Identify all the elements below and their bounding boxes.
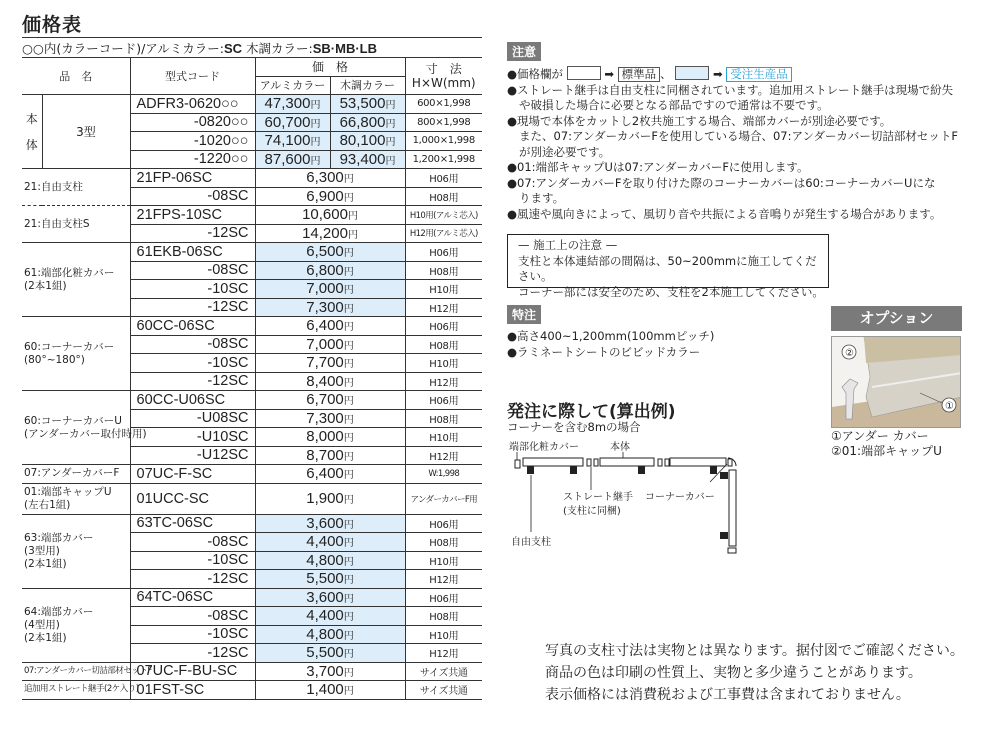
- price-wood-value: 66,800: [339, 113, 386, 131]
- size: H10用: [405, 354, 482, 373]
- note-item: ●風速や風向きによって、風切り音や共振による音鳴りが発生する場合があります。: [507, 206, 942, 221]
- price-wood: [330, 113, 405, 132]
- size: H08用: [405, 335, 482, 354]
- option-header: オプション: [831, 306, 962, 331]
- yen-unit: 円: [343, 495, 354, 506]
- product-name-note: (2本1組): [24, 279, 67, 292]
- size: H12用: [405, 446, 482, 465]
- price: [255, 206, 405, 225]
- label-free-post: 自由支柱: [511, 537, 551, 548]
- yen-unit: 円: [343, 451, 354, 463]
- yen-unit: 円: [343, 248, 354, 260]
- price-value: 6,700: [306, 391, 344, 409]
- price: [255, 280, 405, 299]
- subtitle-mid: 木調カラー:: [242, 41, 313, 56]
- yen-unit: 円: [343, 575, 354, 587]
- price-value: 8,400: [306, 372, 344, 390]
- special-item: ●ラミネートシートのビビッドカラー: [507, 344, 701, 359]
- price-wood: [330, 132, 405, 151]
- model-code: 21FPS-10SC: [130, 206, 255, 225]
- model-code: -08SC: [130, 607, 255, 626]
- label-corner-cover: コーナーカバー: [645, 492, 715, 503]
- price: [255, 625, 405, 644]
- price: [255, 372, 405, 391]
- size: H08用: [405, 409, 482, 428]
- model-code: 07UC-F-SC: [130, 465, 255, 484]
- price-value: 7,000: [306, 280, 344, 298]
- legend-prefix: ●価格欄が: [507, 67, 564, 81]
- header-size: [405, 58, 482, 95]
- model-code: -U12SC: [130, 446, 255, 465]
- model-code: 07UC-F-BU-SC: [130, 662, 255, 681]
- wood-color-codes: SB·MB·LB: [312, 41, 378, 56]
- price-value: 7,700: [306, 354, 344, 372]
- price: [255, 662, 405, 681]
- price-value: 14,200: [302, 224, 348, 242]
- size: H06用: [405, 243, 482, 262]
- yen-unit: 円: [343, 630, 354, 642]
- table-row: [22, 391, 482, 410]
- note-item-cont: や破損した場合に必要となる部品ですので通常は不要です。: [519, 98, 829, 112]
- product-name-note: (2本1組): [24, 557, 67, 570]
- yen-unit: 円: [343, 414, 354, 426]
- table-row: [22, 514, 482, 533]
- page-title: 価格表: [22, 14, 83, 36]
- price-wood: [330, 95, 405, 114]
- yen-unit: 円: [310, 137, 321, 149]
- size: 600×1,998: [405, 95, 482, 114]
- option-captions: [831, 429, 942, 459]
- price-value: 1,900: [306, 490, 344, 507]
- price: [255, 533, 405, 552]
- product-group: [22, 391, 147, 465]
- product-name: 01:端部キャップU: [24, 485, 112, 498]
- product-name: 07:アンダーカバー切詰部材セットF: [24, 665, 152, 676]
- table-row: [22, 483, 482, 514]
- size: H06用: [405, 391, 482, 410]
- disclaimer-line: 表示価格には消費税および工事費は含まれておりません。: [545, 687, 910, 703]
- product-name-note: (左右1組): [24, 498, 71, 511]
- table-row: [22, 588, 482, 607]
- price: [255, 588, 405, 607]
- price: [255, 354, 405, 373]
- size: サイズ共通: [405, 662, 482, 681]
- yen-unit: 円: [343, 593, 354, 605]
- legend-sep: 、: [660, 67, 672, 81]
- price-value: 1,400: [306, 681, 344, 699]
- model-code: 01UCC-SC: [130, 483, 255, 514]
- price-value: 8,700: [306, 446, 344, 464]
- standard-label: 標準品: [618, 67, 661, 82]
- layout-diagram: [505, 440, 750, 560]
- model-code: ADFR3-0620○○: [130, 95, 255, 114]
- notes-tag: 注意: [507, 42, 541, 61]
- model-code: -12SC: [130, 570, 255, 589]
- price: [255, 514, 405, 533]
- model-code: 60CC-06SC: [130, 317, 255, 336]
- header-wood: 木調カラー: [330, 76, 405, 95]
- arrow-right-icon: ➡: [604, 67, 614, 81]
- made-to-order-swatch: [675, 66, 709, 80]
- model-code: -08SC: [130, 533, 255, 552]
- product-group: [22, 483, 130, 514]
- product-name-note: (2本1組): [24, 631, 67, 644]
- yen-unit: 円: [385, 118, 396, 130]
- size: H06用: [405, 514, 482, 533]
- marker-1: ①: [945, 401, 954, 412]
- price-alu-value: 74,100: [264, 132, 311, 150]
- made-to-order-label: 受注生産品: [726, 67, 792, 82]
- option-caption-end-cap: ②01:端部キャップU: [831, 444, 942, 458]
- disclaimer: [545, 640, 964, 706]
- price-value: 7,000: [306, 335, 344, 353]
- price-alu: [255, 150, 330, 169]
- price-alu: [255, 132, 330, 151]
- caution-line: コーナー部には安全のため、支柱を2本施工してください。: [518, 284, 824, 299]
- table-row: [22, 95, 482, 114]
- price-table: [22, 57, 482, 700]
- size: H12用(アルミ芯入): [405, 224, 482, 243]
- price-value: 7,300: [306, 298, 344, 316]
- fence-layout-diagram: [505, 440, 750, 560]
- marker-2: ②: [845, 348, 854, 359]
- model-code: -10SC: [130, 625, 255, 644]
- hontai-type: 3型: [42, 95, 130, 169]
- product-name: 63:端部カバー: [24, 531, 94, 544]
- header-code: 型式コード: [130, 58, 255, 95]
- note-item-cont: ります。: [519, 191, 565, 205]
- yen-unit: 円: [343, 359, 354, 371]
- model-code: 01FST-SC: [130, 681, 255, 700]
- price-wood-value: 80,100: [339, 132, 386, 150]
- model-code: -12SC: [130, 224, 255, 243]
- product-name: 21:自由支柱S: [24, 217, 90, 230]
- price-alu-value: 87,600: [264, 150, 311, 168]
- price-value: 3,600: [306, 514, 344, 532]
- model-code: -U10SC: [130, 428, 255, 447]
- table-row: [22, 681, 482, 700]
- yen-unit: 円: [343, 686, 354, 698]
- alu-color-code: SC: [224, 41, 243, 56]
- table-row: [22, 317, 482, 336]
- yen-unit: 円: [310, 155, 321, 167]
- header-size-unit: H×W(mm): [411, 76, 476, 90]
- note-item: ●01:端部キャップUは07:アンダーカバーFに使用します。: [507, 160, 809, 174]
- yen-unit: 円: [343, 266, 354, 278]
- disclaimer-line: 写真の支柱寸法は実物とは異なります。据付図でご確認ください。: [545, 643, 964, 659]
- model-code: -10SC: [130, 354, 255, 373]
- product-name: 21:自由支柱: [24, 180, 83, 193]
- note-item: ●現場で本体をカットし2枚共施工する場合、端部カバーが別途必要です。: [507, 113, 892, 128]
- special-item: ●高さ400~1,200mm(100mmピッチ): [507, 329, 715, 343]
- price-value: 6,800: [306, 261, 344, 279]
- model-code: 63TC-06SC: [130, 514, 255, 533]
- header-alu: アルミカラー: [255, 76, 330, 95]
- product-name: 60:コーナーカバーU: [24, 414, 122, 427]
- model-code: -1020○○: [130, 132, 255, 151]
- size: H10用: [405, 428, 482, 447]
- model-code: 61EKB-06SC: [130, 243, 255, 262]
- price: [255, 391, 405, 410]
- price: [255, 681, 405, 700]
- product-group: [22, 317, 130, 391]
- yen-unit: 円: [347, 229, 358, 241]
- header-size-label: 寸 法: [425, 62, 462, 76]
- model-code: -10SC: [130, 280, 255, 299]
- size: 1,000×1,998: [405, 132, 482, 151]
- option-caption-under-cover: ①アンダー カバー: [831, 429, 929, 443]
- price-value: 6,300: [306, 169, 344, 187]
- hontai-label-2: 体: [25, 137, 38, 152]
- price: [255, 428, 405, 447]
- notes-list: [507, 66, 958, 222]
- price: [255, 607, 405, 626]
- price-alu-value: 60,700: [264, 113, 311, 131]
- product-group: [22, 681, 139, 700]
- yen-unit: 円: [343, 470, 354, 482]
- price: [255, 317, 405, 336]
- yen-unit: 円: [343, 322, 354, 334]
- price-wood-value: 53,500: [339, 95, 386, 113]
- price: [255, 243, 405, 262]
- yen-unit: 円: [343, 667, 354, 679]
- size: H10用: [405, 625, 482, 644]
- price: [255, 446, 405, 465]
- price: [255, 187, 405, 206]
- header-price: 価 格: [255, 58, 405, 77]
- product-group: [22, 514, 130, 588]
- note-item-cont: が別途必要です。: [519, 144, 611, 159]
- yen-unit: 円: [343, 303, 354, 315]
- yen-unit: 円: [343, 377, 354, 389]
- yen-unit: 円: [385, 100, 396, 112]
- product-name: 60:コーナーカバー: [24, 340, 115, 353]
- subtitle-prefix: ○○内(カラーコード)/アルミカラー:: [22, 41, 224, 56]
- yen-unit: 円: [385, 137, 396, 149]
- size: W:1,998: [405, 465, 482, 484]
- yen-unit: 円: [343, 556, 354, 568]
- price-value: 6,900: [306, 187, 344, 205]
- model-code: -12SC: [130, 298, 255, 317]
- table-row: [22, 169, 482, 188]
- size: H08用: [405, 261, 482, 280]
- yen-unit: 円: [343, 192, 354, 204]
- price: [255, 298, 405, 317]
- hontai-label-1: 本: [25, 111, 38, 126]
- note-item: ●07:アンダーカバーFを取り付けた際のコーナーカバーは60:コーナーカバーUにな: [507, 175, 936, 190]
- order-example-subtitle: コーナーを含む8mの場合: [507, 420, 641, 434]
- product-group: [22, 206, 130, 243]
- option-photo: [831, 336, 961, 428]
- product-name: 07:アンダーカバーF: [24, 467, 120, 480]
- under-cover-illustration: [832, 337, 961, 428]
- product-name-note: (4型用): [24, 618, 60, 631]
- price: [255, 465, 405, 484]
- price-value: 6,400: [306, 317, 344, 335]
- model-code: -12SC: [130, 372, 255, 391]
- price-value: 4,800: [306, 625, 344, 643]
- price-value: 3,600: [306, 588, 344, 606]
- yen-unit: 円: [343, 285, 354, 297]
- size: アンダーカバーF用: [405, 483, 482, 514]
- yen-unit: 円: [343, 340, 354, 352]
- model-code: -U08SC: [130, 409, 255, 428]
- order-example-title: 発注に際して(算出例): [507, 402, 676, 422]
- yen-unit: 円: [343, 174, 354, 186]
- price-value: 7,300: [306, 409, 344, 427]
- size: H10用: [405, 551, 482, 570]
- yen-unit: 円: [343, 519, 354, 531]
- price: [255, 551, 405, 570]
- yen-unit: 円: [343, 649, 354, 661]
- product-group: [22, 169, 130, 206]
- note-item-cont: また、07:アンダーカバーFを使用している場合、07:アンダーカバー切詰部材セットF: [519, 129, 958, 143]
- product-name: 64:端部カバー: [24, 605, 94, 618]
- size: H06用: [405, 588, 482, 607]
- size: H12用: [405, 298, 482, 317]
- caution-title: — 施工上の注意 —: [518, 238, 618, 252]
- size: H10用(アルミ芯入): [405, 206, 482, 225]
- product-name: 61:端部化粧カバー: [24, 266, 115, 279]
- price-wood: [330, 150, 405, 169]
- product-group: [22, 465, 130, 484]
- size: H12用: [405, 570, 482, 589]
- model-code: -12SC: [130, 644, 255, 663]
- arrow-right-icon: ➡: [712, 67, 723, 81]
- yen-unit: 円: [343, 433, 354, 445]
- price-alu: [255, 113, 330, 132]
- standard-swatch: [567, 66, 601, 80]
- price: [255, 261, 405, 280]
- price: [255, 224, 405, 243]
- price: [255, 169, 405, 188]
- title-rule: [22, 37, 482, 38]
- price-value: 4,400: [306, 533, 344, 551]
- product-name-note: (3型用): [24, 544, 60, 557]
- header-name: 品 名: [22, 58, 130, 95]
- table-row: [22, 206, 482, 225]
- model-code: -1220○○: [130, 150, 255, 169]
- price-wood-value: 93,400: [339, 150, 386, 168]
- caution-line: 支柱と本体連結部の間隔は、50~200mmに施工してください。: [518, 253, 817, 283]
- size: H08用: [405, 187, 482, 206]
- price-value: 10,600: [302, 206, 348, 224]
- table-row: [22, 662, 482, 681]
- color-code-legend: [22, 39, 377, 57]
- price-value: 4,400: [306, 607, 344, 625]
- yen-unit: 円: [343, 612, 354, 624]
- size: H06用: [405, 169, 482, 188]
- yen-unit: 円: [310, 118, 321, 130]
- size: H08用: [405, 607, 482, 626]
- price: [255, 570, 405, 589]
- yen-unit: 円: [343, 396, 354, 408]
- price-legend: [507, 66, 958, 83]
- product-group: [22, 243, 130, 317]
- price-alu-value: 47,300: [264, 95, 311, 113]
- price: [255, 409, 405, 428]
- yen-unit: 円: [310, 100, 321, 112]
- special-order-tag: 特注: [507, 305, 541, 324]
- price-alu: [255, 95, 330, 114]
- model-code: 60CC-U06SC: [130, 391, 255, 410]
- disclaimer-line: 商品の色は印刷の性質上、実物と多少違うことがあります。: [545, 665, 922, 681]
- product-group: [22, 588, 130, 662]
- size: H12用: [405, 644, 482, 663]
- model-code: 21FP-06SC: [130, 169, 255, 188]
- yen-unit: 円: [343, 538, 354, 550]
- table-row: [22, 243, 482, 262]
- model-code: 64TC-06SC: [130, 588, 255, 607]
- label-end-cover: 端部化粧カバー: [509, 442, 579, 453]
- price-value: 5,500: [306, 570, 344, 588]
- size: 800×1,998: [405, 113, 482, 132]
- price: [255, 644, 405, 663]
- model-code: -08SC: [130, 187, 255, 206]
- product-name: 追加用ストレート継手(2ケ入り): [24, 684, 139, 695]
- product-name-note: (アンダーカバー取付時用): [24, 427, 147, 440]
- label-joint-note: (支柱に同梱): [563, 506, 621, 517]
- price-value: 8,000: [306, 428, 344, 446]
- price: [255, 483, 405, 514]
- price-value: 3,700: [306, 662, 344, 680]
- price-value: 4,800: [306, 551, 344, 569]
- size: H12用: [405, 372, 482, 391]
- model-code: -0820○○: [130, 113, 255, 132]
- table-row: [22, 465, 482, 484]
- size: H08用: [405, 533, 482, 552]
- size: H06用: [405, 317, 482, 336]
- price-value: 6,500: [306, 243, 344, 261]
- label-joint: ストレート継手: [563, 492, 633, 503]
- special-order-list: [507, 329, 714, 360]
- product-name-note: (80°~180°): [24, 353, 85, 366]
- price: [255, 335, 405, 354]
- installation-caution-box: [507, 234, 829, 299]
- price-value: 6,400: [306, 465, 344, 483]
- model-code: -08SC: [130, 335, 255, 354]
- hontai-label: [22, 95, 42, 169]
- yen-unit: 円: [347, 211, 358, 223]
- product-group: [22, 662, 152, 681]
- label-body: 本体: [610, 442, 630, 453]
- model-code: -10SC: [130, 551, 255, 570]
- size: サイズ共通: [405, 681, 482, 700]
- note-item: ●ストレート継手は自由支柱に同梱されています。追加用ストレート継手は現場で紛失: [507, 82, 954, 97]
- yen-unit: 円: [385, 155, 396, 167]
- price-value: 5,500: [306, 644, 344, 662]
- size: 1,200×1,998: [405, 150, 482, 169]
- model-code: -08SC: [130, 261, 255, 280]
- size: H10用: [405, 280, 482, 299]
